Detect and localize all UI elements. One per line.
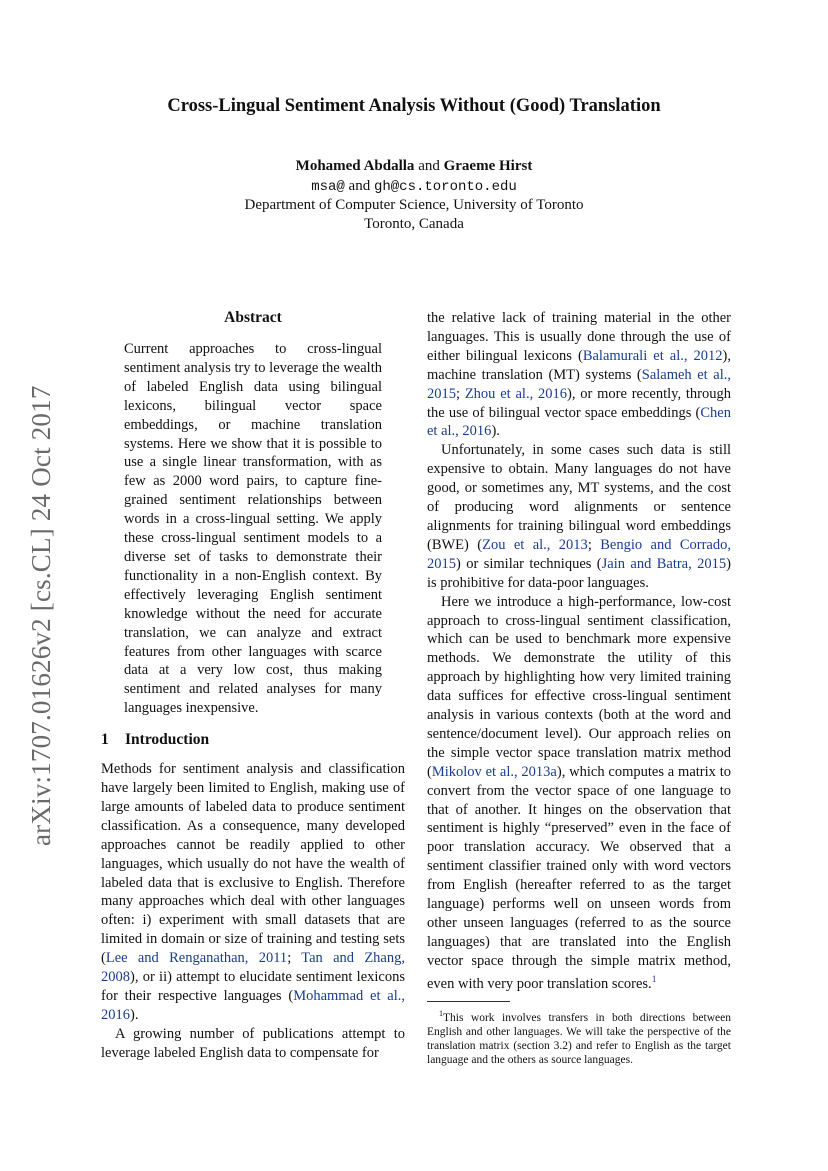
author-name: Graeme Hirst <box>443 158 533 174</box>
citation-separator: ; <box>587 536 601 553</box>
paragraph-text: ). <box>130 1006 139 1023</box>
footnote-text: This work involves transfers in both directions between English and other languages. We will take the perspective of the translation matrix (section 3.2) and refer to English as the target language and the others as source languages. <box>427 1012 731 1067</box>
paragraph-text: Here we introduce a high-performance, low-cost approach to cross-lingual sentiment classification, which can be used to benchmark more expensive methods. We demonstrate the utility of this approach by highlighting how very limited training data suffices for effective cross-lingual sentiment analysis in various contexts (both at the word and sentence/document level). Our approach relies on the simple vector space translation matrix method ( <box>427 593 731 780</box>
arxiv-stamp: arXiv:1707.01626v2 [cs.CL] 24 Oct 2017 <box>26 385 56 846</box>
paper-title: Cross-Lingual Sentiment Analysis Without (Good) Translation <box>167 96 661 116</box>
paragraph-text: the relative lack of training material in the other languages. This is usually done through the use of either bilingual lexicons ( <box>427 310 731 364</box>
left-column <box>101 309 405 1063</box>
footnote <box>427 1007 731 1067</box>
paragraph <box>427 309 731 441</box>
citation-separator: ; <box>287 950 302 967</box>
citation-separator: ; <box>456 385 465 402</box>
paragraph-text: ), machine translation (MT) systems ( <box>427 347 731 383</box>
footnote-divider <box>427 1001 510 1002</box>
paragraph-text: ), or more recently, through the use of bilingual vector space embeddings ( <box>427 385 731 421</box>
section-heading <box>101 731 405 749</box>
author-line <box>0 158 828 175</box>
footnote-marker[interactable]: 1 <box>651 974 657 985</box>
paragraph-text: ), or ii) attempt to elucidate sentiment lexicons for their respective languages ( <box>101 969 405 1004</box>
citation-link[interactable]: Salameh et al., 2015 <box>427 366 731 402</box>
abstract-heading: Abstract <box>224 309 282 326</box>
citation-link[interactable]: Chen et al., 2016 <box>427 404 731 440</box>
paragraph-text: Unfortunately, in some cases such data is still expensive to obtain. Many languages do not have good, or sometimes any, MT systems, and the cost of producing word alignments or sentence alignments for training bilingual word embeddings (BWE) ( <box>427 442 731 553</box>
citation-link[interactable]: Lee and Renganathan, 2011 <box>105 950 288 967</box>
paragraph <box>101 760 405 1025</box>
right-column <box>427 309 731 1067</box>
paragraph: A growing number of publications attempt to leverage labeled English data to compensate for <box>101 1025 405 1061</box>
abstract-text: Current approaches to cross-lingual sentiment analysis try to leverage the wealth of labeled English data using bilingual lexicons, bilingual vector space embeddings, or machine translation systems. Here we show that it is possible to use a single linear transformation, with as few as 2000 word pairs, to capture fine-grained sentiment relationships between words in a cross-lingual setting. We apply these cross-lingual sentiment models to a diverse set of tasks to demonstrate their functionality in a non-English context. By effectively leveraging English sentiment knowledge without the need for accurate translation, we can analyze and extract features from other languages with scarce data at a very low cost, thus making sentiment and related analyses for many languages inexpensive. <box>124 341 382 717</box>
paragraph <box>427 441 731 592</box>
author-email[interactable]: msa@ <box>311 179 345 195</box>
section-title: Introduction <box>125 731 210 749</box>
paragraph-text: ) is prohibitive for data-poor languages. <box>427 555 731 591</box>
citation-link[interactable]: Jain and Batra, 2015 <box>601 555 727 572</box>
paragraph-text: ), which computes a matrix to convert from the vector space of one language to that of another. It hinges on the observation that sentiment is highly “preserved” even in the face of poor translation accuracy. We observed that a sentiment classifier trained only with word vectors from English (hereafter referred to as the target language) performs well on unseen words from other unseen languages (referred to as the source languages) that are translated into the English vector space through the simple matrix method, even with very poor translation scores. <box>427 763 731 992</box>
email-line <box>0 178 828 195</box>
paragraph-text: ). <box>491 423 500 440</box>
citation-link[interactable]: Mikolov et al., 2013a <box>431 763 557 780</box>
paragraph-text: ) or similar techniques ( <box>456 555 602 572</box>
citation-link[interactable]: Zhou et al., 2016 <box>464 385 567 402</box>
author-separator: and <box>418 158 440 174</box>
author-name: Mohamed Abdalla <box>295 158 415 174</box>
citation-link[interactable]: Bengio and Corrado, 2015 <box>427 536 731 572</box>
location: Toronto, Canada <box>364 216 464 232</box>
section-number: 1 <box>101 731 109 749</box>
citation-link[interactable]: Tan and Zhang, 2008 <box>101 950 405 986</box>
paragraph-text: Methods for sentiment analysis and classification have largely been limited to English, making use of large amounts of labeled data to produce sentiment classification. As a consequence, many developed approaches cannot be readily applied to other languages, which usually do not have the wealth of labeled data that is exclusive to English. Therefore many approaches which deal with other languages often: i) experiment with small datasets that are limited in domain or size of training and testing sets ( <box>101 761 405 967</box>
citation-link[interactable]: Mohammad et al., 2016 <box>101 988 405 1023</box>
paragraph <box>427 593 731 994</box>
author-email[interactable]: gh@cs.toronto.edu <box>373 179 517 195</box>
affiliation: Department of Computer Science, University of Toronto <box>244 197 584 213</box>
email-separator: and <box>348 178 371 194</box>
footnote-number: 1 <box>439 1009 443 1019</box>
citation-link[interactable]: Balamurali et al., 2012 <box>582 347 723 364</box>
citation-link[interactable]: Zou et al., 2013 <box>482 536 588 553</box>
